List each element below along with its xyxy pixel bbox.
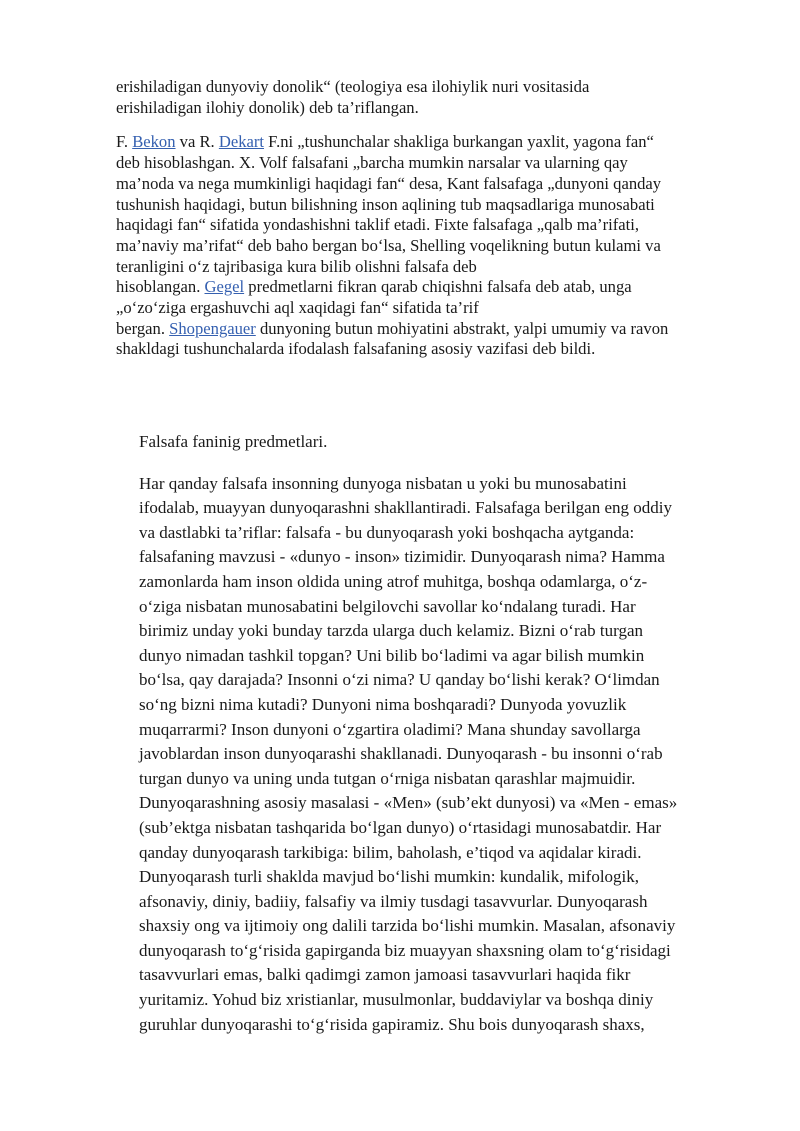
- text-line: shaxsiy ong va ijtimoiy ong dalili tarzida bo‘lishi mumkin. Masalan, afsonaviy: [139, 916, 676, 936]
- text-line: so‘ng bizni nima kutadi? Dunyoni nima boshqaradi? Dunyoda yovuzlik: [139, 694, 627, 714]
- text-line: ma’noda va nega mumkinligi haqidagi fan“ desa, Kant falsafaga „dunyoni qanday: [116, 173, 662, 193]
- text-line: deb hisoblashgan. X. Volf falsafani „barcha mumkin narsalar va ularning qay: [116, 153, 628, 173]
- text-line: [116, 132, 756, 153]
- link-dekart[interactable]: Dekart: [218, 132, 265, 152]
- text-line: Dunyoqarash turli shaklda mavjud bo‘lishi mumkin: kundalik, mifologik,: [139, 867, 640, 887]
- text-line: qanday dunyoqarash tarkibiga: bilim, baholash, e’tiqod va aqidalar kiradi.: [139, 842, 642, 862]
- text-line: guruhlar dunyoqarashi to‘g‘risida gapiramiz. Shu bois dunyoqarash shaxs,: [139, 1014, 645, 1034]
- text-line: Har qanday falsafa insonning dunyoga nisbatan u yoki bu munosabatini: [139, 473, 627, 493]
- paragraph: [116, 77, 756, 118]
- text-span: dunyoning butun mohiyatini abstrakt, yalpi umumiy va ravon: [255, 318, 669, 338]
- text-line: turgan dunyo va uning unda tutgan o‘rniga nisbatan qarashlar majmuidir.: [139, 768, 636, 788]
- text-line: dunyoqarash to‘g‘risida gapirganda biz muayyan shaxsning olam to‘g‘risidagi: [139, 940, 671, 960]
- link-bekon[interactable]: Bekon: [132, 132, 176, 152]
- link-shopengauer[interactable]: Shopengauer: [169, 318, 256, 338]
- text-span: F.: [116, 132, 133, 152]
- text-line: muqarrarmi? Inson dunyoni o‘zgartira oladimi? Mana shunday savollarga: [139, 719, 641, 739]
- text-line: ifodalab, muayyan dunyoqarashni shakllantiradi. Falsafaga berilgan eng oddiy: [139, 498, 672, 518]
- text-span: F.ni „tushunchalar shakliga burkangan yaxlit, yagona fan“: [264, 132, 654, 152]
- document-section-2: [139, 430, 769, 1037]
- document-section-1: [116, 77, 756, 360]
- text-line: erishiladigan dunyoviy donolik“ (teologiya esa ilohiylik nuri vositasida: [116, 77, 590, 96]
- paragraph: [139, 472, 769, 1038]
- text-line: dunyo nimadan tashkil topgan? Uni bilib bo‘ladimi va agar bilish mumkin: [139, 645, 645, 665]
- text-line: va dastlabki ta’riflar: falsafa - bu dunyoqarash yoki boshqacha aytganda:: [139, 522, 635, 542]
- text-line: yuritamiz. Yohud biz xristianlar, musulmonlar, buddaviylar va boshqa diniy: [139, 990, 654, 1010]
- text-line: zamonlarda ham inson oldida uning atrof muhitga, boshqa odamlarga, o‘z-: [139, 571, 648, 591]
- text-line: birimiz unday yoki bunday tarzda ularga duch kelamiz. Bizni o‘rab turgan: [139, 621, 644, 641]
- text-line: [116, 319, 756, 340]
- text-line: „o‘zo‘ziga ergashuvchi aql xaqidagi fan“ sifatida ta’rif: [116, 298, 479, 318]
- text-line: tasavvurlari emas, balki qadimgi zamon jamoasi tasavvurlari haqida fikr: [139, 965, 631, 985]
- section-heading: Falsafa faninig predmetlari.: [139, 432, 328, 451]
- text-line: [116, 277, 756, 298]
- text-span: va R.: [175, 132, 219, 152]
- text-line: afsonaviy, diniy, badiiy, falsafiy va ilmiy tusdagi tasavvurlar. Dunyoqarash: [139, 891, 648, 911]
- text-line: haqidagi fan“ sifatida yondashishni taklif etadi. Fixte falsafaga „qalb ma’rifati,: [116, 215, 639, 235]
- text-line: bo‘lsa, qay darajada? Insonni o‘zi nima? U qanday bo‘lishi kerak? O‘limdan: [139, 670, 660, 690]
- paragraph: [116, 132, 756, 360]
- link-gegel[interactable]: Gegel: [204, 277, 245, 297]
- text-line: (sub’ektga nisbatan tashqarida bo‘lgan dunyo) o‘rtasidagi munosabatdir. Har: [139, 817, 662, 837]
- text-span: hisoblangan.: [116, 277, 205, 297]
- text-line: teranligini o‘z tajribasiga kura bilib olishni falsafa deb: [116, 256, 477, 276]
- text-line: tushunish haqidagi, butun bilishning inson aqlining tub maqsadlariga munosabati: [116, 194, 655, 214]
- text-line: falsafaning mavzusi - «dunyo - inson» tizimidir. Dunyoqarash nima? Hamma: [139, 547, 665, 567]
- text-span: predmetlarni fikran qarab chiqishni falsafa deb atab, unga: [244, 277, 632, 297]
- text-line: erishiladigan ilohiy donolik) deb ta’riflangan.: [116, 97, 419, 117]
- text-line: javoblardan inson dunyoqarashi shakllanadi. Dunyoqarash - bu insonni o‘rab: [139, 744, 663, 764]
- text-line: ma’naviy ma’rifat“ deb baho bergan bo‘lsa, Shelling voqelikning butun kulami va: [116, 235, 661, 255]
- text-line: shakldagi tushunchalarda ifodalash falsafaning asosiy vazifasi deb bildi.: [116, 339, 596, 359]
- text-span: bergan.: [116, 318, 170, 338]
- text-line: Dunyoqarashning asosiy masalasi - «Men» (sub’ekt dunyosi) va «Men - emas»: [139, 793, 678, 813]
- text-line: o‘ziga nisbatan munosabatini belgilovchi savollar ko‘ndalang turadi. Har: [139, 596, 636, 616]
